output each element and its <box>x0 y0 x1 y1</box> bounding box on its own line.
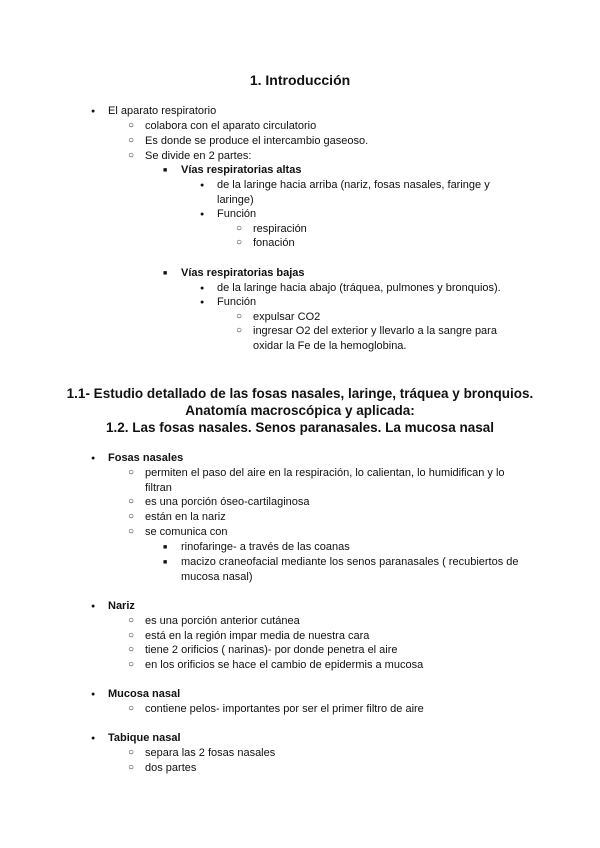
list-item: están en la nariz <box>145 511 226 523</box>
circle-bullet-icon <box>128 658 134 672</box>
subheading-vias-altas: Vías respiratorias altas <box>181 164 302 176</box>
list-item: permiten el paso del aire en la respiración, lo calientan, lo humidifican y lo <box>145 467 505 479</box>
section-heading-line-1: 1.1- Estudio detallado de las fosas nasales, laringe, tráquea y bronquios. <box>66 386 534 401</box>
circle-bullet-icon <box>128 495 134 509</box>
bullet-icon <box>91 451 95 466</box>
circle-bullet-icon <box>128 119 134 133</box>
bullet-icon <box>200 178 204 193</box>
list-item: dos partes <box>145 762 197 774</box>
section-heading-line-3: 1.2. Las fosas nasales. Senos paranasales. La mucosa nasal <box>106 420 494 435</box>
subheading-tabique-nasal: Tabique nasal <box>108 732 181 744</box>
subheading-nariz: Nariz <box>108 600 135 612</box>
circle-bullet-icon <box>128 614 134 628</box>
square-bullet-icon <box>163 163 167 178</box>
list-item: Se divide en 2 partes: <box>145 150 252 162</box>
square-bullet-icon <box>163 555 167 570</box>
circle-bullet-icon <box>128 525 134 539</box>
circle-bullet-icon <box>128 643 134 657</box>
list-item-continuation: filtran <box>145 482 172 494</box>
bullet-icon <box>200 281 204 296</box>
list-item: se comunica con <box>145 526 228 538</box>
list-item: fonación <box>253 237 295 249</box>
list-item: de la laringe hacia abajo (tráquea, pulmones y bronquios). <box>217 282 501 294</box>
bullet-icon <box>91 687 95 702</box>
bullet-icon <box>91 104 95 119</box>
list-item: de la laringe hacia arriba (nariz, fosas nasales, faringe y <box>217 179 490 191</box>
list-item: colabora con el aparato circulatorio <box>145 120 317 132</box>
section-title-introduccion: 1. Introducción <box>249 72 351 88</box>
circle-bullet-icon <box>236 222 242 236</box>
list-item: separa las 2 fosas nasales <box>145 747 276 759</box>
list-item: es una porción anterior cutánea <box>145 615 300 627</box>
list-item-continuation: oxidar la Fe de la hemoglobina. <box>253 340 407 352</box>
list-item: ingresar O2 del exterior y llevarlo a la sangre para <box>253 325 497 337</box>
subheading-mucosa-nasal: Mucosa nasal <box>108 688 181 700</box>
circle-bullet-icon <box>128 466 134 480</box>
circle-bullet-icon <box>236 324 242 338</box>
subheading-fosas-nasales: Fosas nasales <box>108 452 184 464</box>
circle-bullet-icon <box>128 761 134 775</box>
circle-bullet-icon <box>128 702 134 716</box>
circle-bullet-icon <box>236 310 242 324</box>
subheading-vias-bajas: Vías respiratorias bajas <box>181 267 305 279</box>
list-item: tiene 2 orificios ( narinas)- por donde penetra el aire <box>145 644 398 656</box>
circle-bullet-icon <box>128 134 134 148</box>
circle-bullet-icon <box>128 510 134 524</box>
list-item-continuation: laringe) <box>217 194 254 206</box>
list-item: Es donde se produce el intercambio gaseoso. <box>145 135 369 147</box>
list-item: contiene pelos- importantes por ser el primer filtro de aire <box>145 703 424 715</box>
bullet-icon <box>200 295 204 310</box>
list-item: en los orificios se hace el cambio de epidermis a mucosa <box>145 659 424 671</box>
circle-bullet-icon <box>236 236 242 250</box>
bullet-icon <box>91 731 95 746</box>
list-item-continuation: mucosa nasal) <box>181 571 253 583</box>
list-item: rinofaringe- a través de las coanas <box>181 541 350 553</box>
square-bullet-icon <box>163 266 167 281</box>
bullet-icon <box>200 207 204 222</box>
list-item: El aparato respiratorio <box>108 105 217 117</box>
square-bullet-icon <box>163 540 167 555</box>
list-item: macizo craneofacial mediante los senos paranasales ( recubiertos de <box>181 556 519 568</box>
list-item: respiración <box>253 223 307 235</box>
list-item: expulsar CO2 <box>253 311 321 323</box>
list-item: Función <box>217 296 257 308</box>
list-item: Función <box>217 208 257 220</box>
circle-bullet-icon <box>128 746 134 760</box>
section-heading-line-2: Anatomía macroscópica y aplicada: <box>185 403 415 418</box>
circle-bullet-icon <box>128 629 134 643</box>
list-item: es una porción óseo-cartilaginosa <box>145 496 310 508</box>
list-item: está en la región impar media de nuestra cara <box>145 630 370 642</box>
bullet-icon <box>91 599 95 614</box>
circle-bullet-icon <box>128 149 134 163</box>
